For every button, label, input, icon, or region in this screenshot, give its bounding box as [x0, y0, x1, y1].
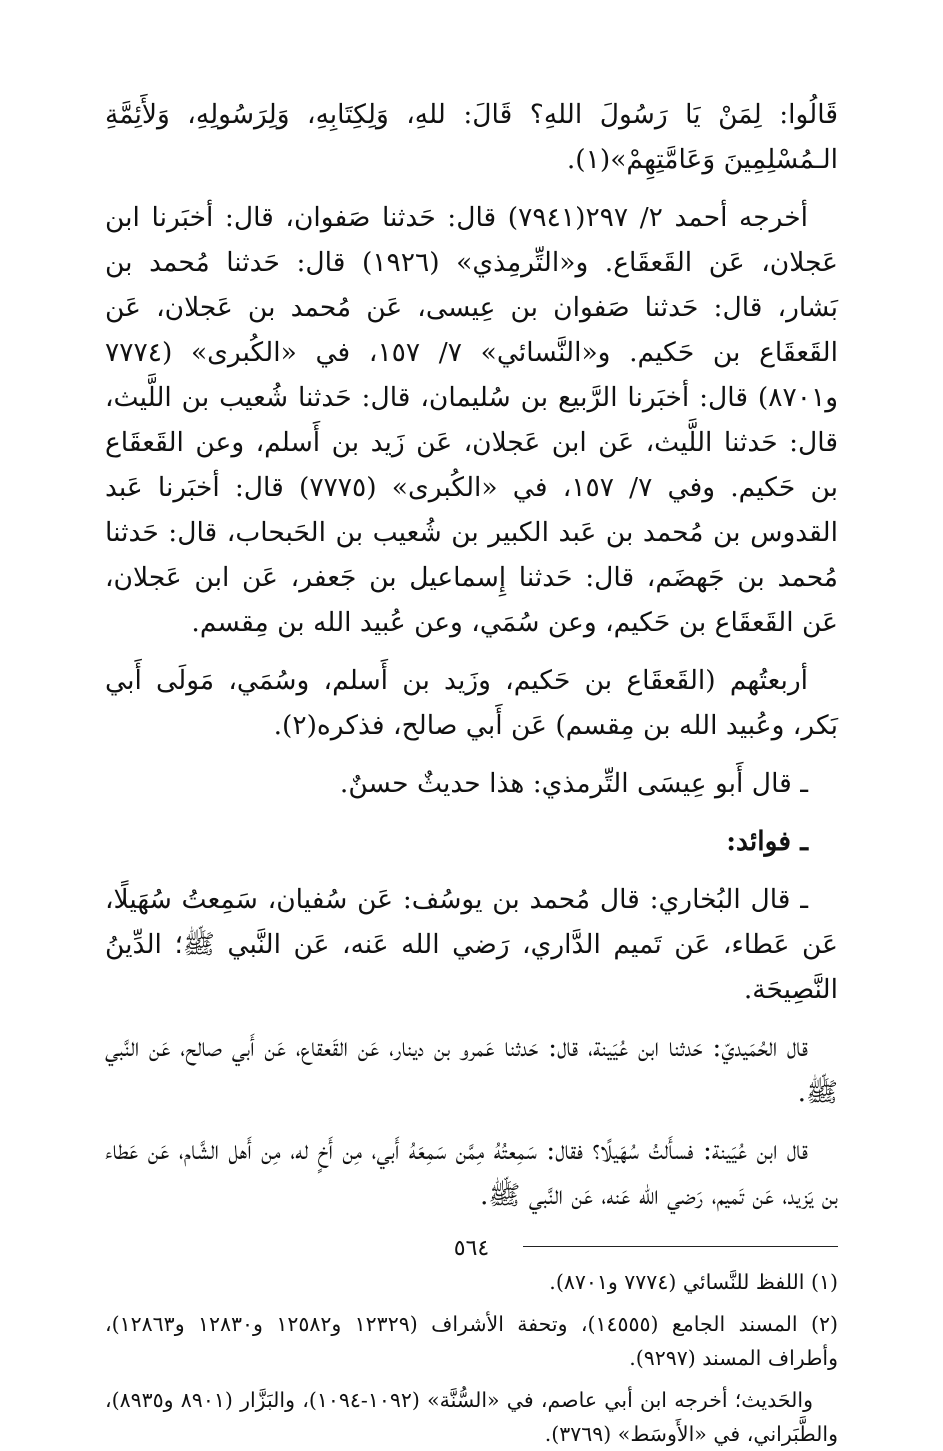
ibn-uyayna-paragraph: قال ابن عُيَينة: فسأَلتُ سُهَيلًا؟ فقال: سَمِعتُهُ مِمَّن سَمِعَهُ أَبي، مِن أَخٍ له، مِن أَهل الشَّام، عَن عَطاء بن يَزيد، عَن تَميم، رَضي الله عَنه، عَن النَّبي ﷺ. — [105, 1135, 838, 1211]
footnote-1: (١) اللفظ للنَّسائي (٧٧٧٤ و٨٧٠١). — [549, 1270, 838, 1294]
bukhari-paragraph: ـ قال البُخاري: قال مُحمد بن يوسُف: عَن سُفيان، سَمِعتُ سُهَيلًا، عَن عَطاء، عَن تَميم الدَّاري، رَضي الله عَنه، عَن النَّبي ﷺ؛ الدِّينُ النَّصِيحَة. — [105, 884, 838, 1005]
humaydi-paragraph: قال الحُمَيديّ: حَدثنا ابن عُيَينة، قال: حَدثنا عَمرو بن دينار، عَن القَعقاع، عَن أَبي صالح، عَن النَّبي ﷺ. — [105, 1032, 838, 1108]
narrators-paragraph: أربعتُهم (القَعقَاع بن حَكيم، وزَيد بن أَسلم، وسُمَي، مَولَى أَبي بَكر، وعُبيد الله بن مِقسم) عَن أَبي صالح، فذكره(٢). — [105, 665, 838, 741]
tirmidhi-grading: ـ قال أَبو عِيسَى التِّرمذي: هذا حديثٌ حسنٌ. — [339, 768, 808, 799]
footnote-2: (٢) المسند الجامع (١٤٥٥٥)، وتحفة الأشراف (١٢٣٢٩ و١٢٥٨٢ و١٢٨٣٠ و١٢٨٦٣)، وأطراف المسند (٩٢٩٧). — [105, 1312, 838, 1370]
main-text — [105, 92, 838, 1218]
fawaid-heading: ـ فوائد: — [726, 826, 808, 857]
hadith-ending: قَالُوا: لِمَنْ يَا رَسُولَ اللهِ؟ قَالَ: للهِ، وَلِكِتَابِهِ، وَلِرَسُولِهِ، وَلأَئِمَّةِ الـمُسْلِمِينَ وَعَامَّتِهِمْ»(١). — [105, 99, 838, 175]
footnote-2-continuation: والحَديث؛ أخرجه ابن أبي عاصم، في «السُّنَّة» (١٠٩٢-١٠٩٤)، والبَزَّار (٨٩٠١ و٨٩٣٥)، والطَّبَراني، في «الأَوسَط» (٣٧٦٩). — [105, 1388, 838, 1446]
footnotes — [105, 1265, 838, 1451]
takhrij-paragraph: أخرجه أحمد ٢/ ٢٩٧(٧٩٤١) قال: حَدثنا صَفوان، قال: أخبَرنا ابن عَجلان، عَن القَعقَاع. و«التِّرمِذي» (١٩٢٦) قال: حَدثنا مُحمد بن بَشار، قال: حَدثنا صَفوان بن عِيسى، عَن مُحمد بن عَجلان، عَن القَعقَاع بن حَكيم. و«النَّسائي» ٧/ ١٥٧، في «الكُبرى» (٧٧٧٤ و٨٧٠١) قال: أخبَرنا الرَّبيع بن سُليمان، قال: حَدثنا شُعيب بن اللَّيث، قال: حَدثنا اللَّيث، عَن ابن عَجلان، عَن زَيد بن أَسلم، وعن القَعقَاع بن حَكيم. وفي ٧/ ١٥٧، في «الكُبرى» (٧٧٧٥) قال: أخبَرنا عَبد القدوس بن مُحمد بن عَبد الكبير بن شُعيب بن الحَبحاب، قال: حَدثنا مُحمد بن جَهضَم، قال: حَدثنا إِسماعيل بن جَعفر، عَن ابن عَجلان، عَن القَعقَاع بن حَكيم، وعن سُمَي، وعن عُبيد الله بن مِقسم. — [105, 202, 838, 638]
page-number: ٥٦٤ — [453, 1236, 490, 1261]
